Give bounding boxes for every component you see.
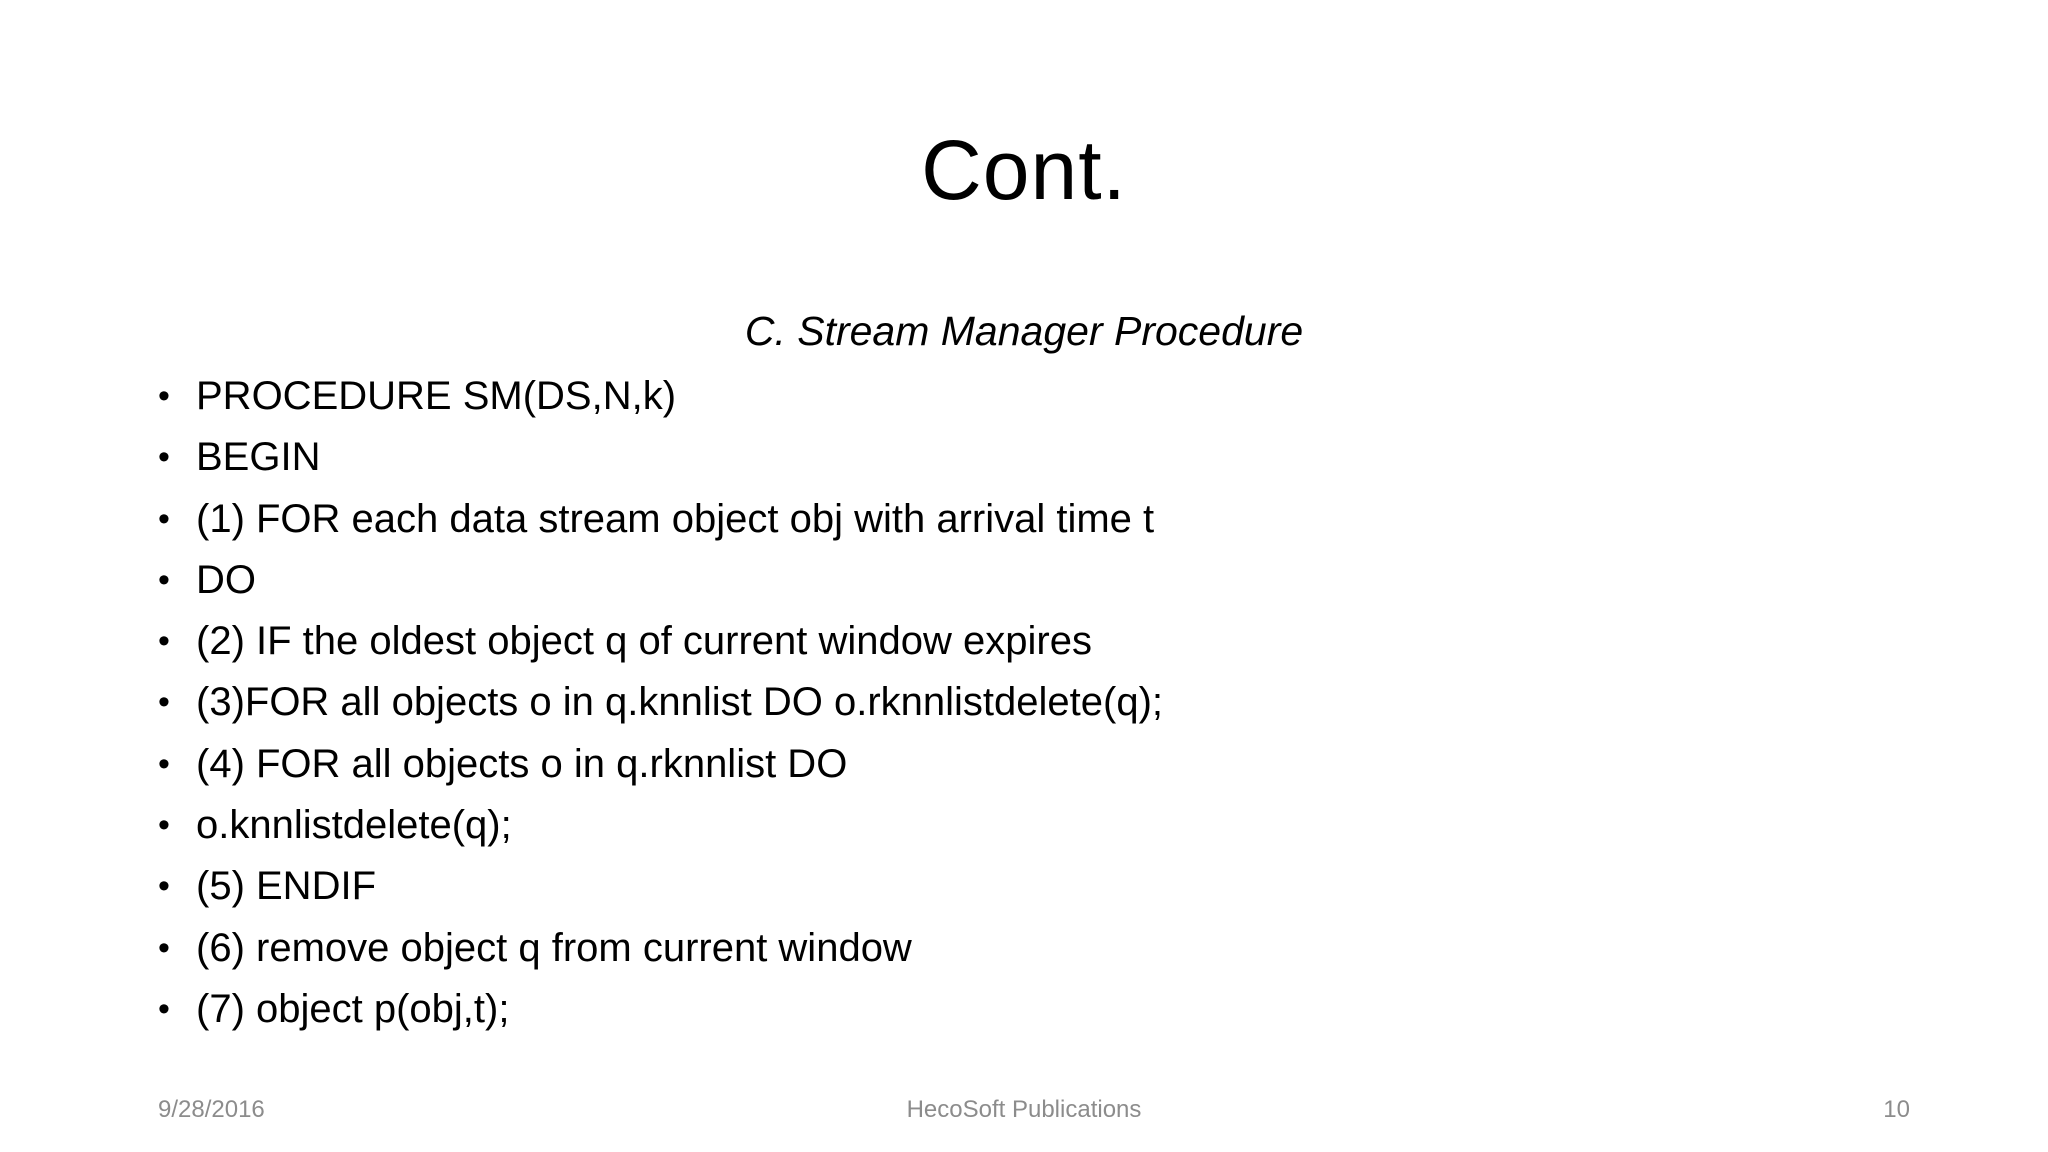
slide-subtitle: C. Stream Manager Procedure bbox=[744, 308, 1304, 354]
bullet-text: (5) ENDIF bbox=[196, 864, 376, 909]
bullet-item bbox=[158, 979, 1908, 1040]
bullet-item bbox=[158, 734, 1908, 795]
bullet-item bbox=[158, 795, 1908, 856]
bullet-text: PROCEDURE SM(DS,N,k) bbox=[196, 374, 677, 418]
footer-page-number: 10 bbox=[1883, 1096, 1910, 1123]
bullet-item bbox=[158, 489, 1908, 550]
bullet-item bbox=[158, 918, 1908, 979]
footer-publisher: HecoSoft Publications bbox=[906, 1096, 1142, 1123]
bullet-icon: • bbox=[158, 806, 170, 845]
bullet-item bbox=[158, 427, 1908, 488]
bullet-text: BEGIN bbox=[196, 435, 321, 480]
bullet-text: (3)FOR all objects o in q.knnlist DO o.rknnlistdelete(q); bbox=[196, 680, 1164, 725]
footer-date: 9/28/2016 bbox=[158, 1096, 265, 1123]
bullet-text: (2) IF the oldest object q of current window expires bbox=[196, 619, 1092, 664]
bullet-icon: • bbox=[158, 683, 170, 722]
slide-title: Cont. bbox=[921, 123, 1127, 217]
bullet-item bbox=[158, 366, 1908, 427]
bullet-icon: • bbox=[158, 744, 170, 783]
bullet-item bbox=[158, 611, 1908, 672]
bullet-icon: • bbox=[158, 560, 170, 599]
bullet-icon: • bbox=[158, 438, 170, 477]
bullet-item bbox=[158, 550, 1908, 611]
bullet-icon: • bbox=[158, 989, 170, 1028]
bullet-text: (1) FOR each data stream object obj with arrival time t bbox=[196, 496, 1155, 541]
bullet-text: (6) remove object q from current window bbox=[196, 925, 912, 970]
bullet-list bbox=[158, 366, 1908, 1040]
bullet-icon: • bbox=[158, 622, 170, 661]
bullet-text: o.knnlistdelete(q); bbox=[196, 803, 512, 848]
bullet-item bbox=[158, 672, 1908, 733]
bullet-item bbox=[158, 856, 1908, 917]
bullet-icon: • bbox=[158, 499, 170, 538]
bullet-text: (7) object p(obj,t); bbox=[196, 986, 510, 1031]
bullet-text: DO bbox=[196, 557, 256, 602]
bullet-text: (4) FOR all objects o in q.rknnlist DO bbox=[196, 741, 848, 786]
bullet-icon: • bbox=[158, 928, 170, 967]
bullet-icon: • bbox=[158, 867, 170, 906]
bullet-icon: • bbox=[158, 377, 170, 415]
